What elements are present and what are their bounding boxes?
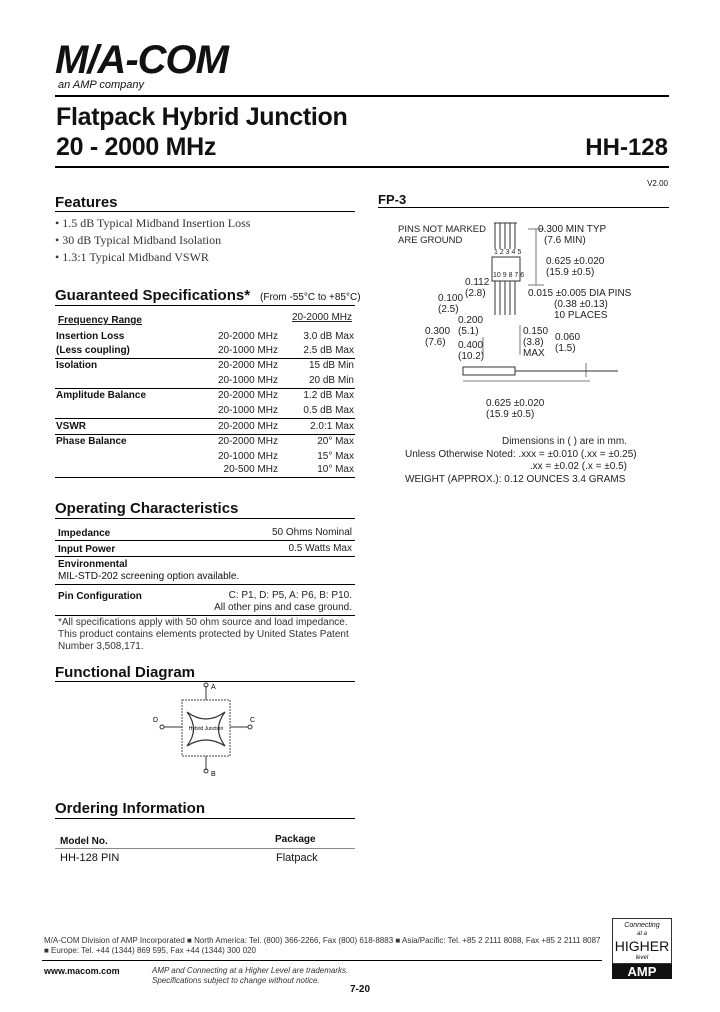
dim-0100: 0.100 (2.5) — [438, 293, 464, 315]
title-line-2: 20 - 2000 MHz — [56, 133, 217, 161]
specs-table — [55, 330, 355, 478]
pins-note: PINS NOT MARKED ARE GROUND — [398, 224, 486, 246]
model-value: HH-128 PIN — [60, 852, 120, 864]
dim-0200: 0.200 (5.1) — [458, 315, 484, 337]
model-col-header: Model No. — [60, 836, 108, 847]
ordering-heading: Ordering Information — [55, 800, 205, 817]
header-rule — [55, 95, 669, 97]
table-row: (Less coupling) 20-1000 MHz 2.5 dB Max — [55, 343, 355, 358]
environmental-label: Environmental — [58, 559, 128, 570]
dim-0112: 0.112 (2.8) — [465, 277, 490, 299]
port-c-label: C — [250, 717, 256, 724]
row-rule — [55, 584, 355, 585]
fp3-rule — [378, 207, 669, 208]
pin-config-label: Pin Configuration — [58, 591, 142, 602]
tagline: an AMP company — [58, 79, 145, 91]
specs-rule — [55, 305, 355, 306]
port-d-label: D — [153, 717, 159, 724]
freq-range-value: 20-2000 MHz — [291, 312, 352, 323]
dim-0150: 0.150 (3.8) MAX — [523, 326, 549, 359]
part-number: HH-128 — [585, 134, 668, 161]
port-b-label: B — [211, 771, 216, 778]
table-row: Phase Balance 20-2000 MHz 20° Max — [56, 436, 354, 448]
bottom-pins — [495, 281, 515, 315]
version: V2.00 — [647, 179, 668, 188]
table-row: 20-1000 MHz 20 dB Min — [55, 373, 355, 388]
table-row: 20-1000 MHz 0.5 dB Max — [55, 403, 355, 418]
features-rule — [55, 211, 355, 212]
connecting-badge: Connecting at a HIGHER level — [612, 918, 672, 964]
pin-numbers-top: 1 2 3 4 5 — [494, 249, 522, 256]
page-number: 7-20 — [350, 984, 371, 995]
specs-heading: Guaranteed Specifications* — [55, 287, 251, 304]
functional-heading: Functional Diagram — [55, 664, 196, 681]
ordering-header-rule — [55, 848, 355, 849]
ordering-rule — [55, 818, 355, 819]
operating-rule — [55, 518, 355, 519]
impedance-value: 50 Ohms Nominal — [271, 527, 352, 538]
row-rule — [55, 540, 355, 541]
footer-rule — [42, 960, 602, 961]
dim-body-width: 0.625 ±0.020 (15.9 ±0.5) — [546, 256, 605, 278]
title-rule — [55, 166, 669, 168]
impedance-label: Impedance — [58, 528, 111, 539]
row-rule — [55, 556, 355, 557]
disclaimer: Specifications subject to change without notice. — [152, 976, 320, 985]
website-link[interactable]: www.macom.com — [44, 966, 120, 976]
dimension-notes: Dimensions in ( ) are in mm. Unless Otherwise Noted: .xxx = ±0.010 (.xx = ±0.25) .xx = ±0.02 (.x = ±0.5) WEIGHT (APPROX.): 0.12 OUNCES 3.4 GRAMS — [405, 436, 637, 485]
features-heading: Features — [55, 194, 118, 211]
amp-logo: AMP — [612, 964, 672, 979]
pin-config-value: C: P1, D: P5, A: P6, B: P10. — [228, 590, 352, 601]
dim-0060: 0.060 (1.5) — [555, 332, 581, 354]
trademark-note: AMP and Connecting at a Higher Level are trademarks. — [152, 966, 349, 975]
feature-item: • 1.5 dB Typical Midband Insertion Loss — [55, 216, 251, 230]
table-row: 20-1000 MHz 15° Max — [217, 450, 354, 462]
features-list — [55, 215, 250, 266]
package-value: Flatpack — [276, 852, 318, 864]
dim-body-length: 0.625 ±0.020 (15.9 ±0.5) — [486, 398, 545, 420]
operating-heading: Operating Characteristics — [55, 500, 239, 517]
dim-0300: 0.300 (7.6) — [425, 326, 451, 348]
input-power-label: Input Power — [58, 544, 116, 555]
side-view — [463, 367, 515, 375]
functional-diagram — [150, 680, 260, 780]
temp-range: (From -55°C to +85°C) — [260, 292, 361, 303]
dim-pin-dia: 0.015 ±0.005 DIA PINS (0.38 ±0.13) 10 PLACES — [528, 288, 632, 321]
feature-item: • 30 dB Typical Midband Isolation — [55, 233, 222, 247]
top-pins — [494, 223, 517, 249]
package-col-header: Package — [275, 834, 316, 845]
footer-contacts: M/A-COM Division of AMP Incorporated ■ North America: Tel. (800) 366-2266, Fax (800) 618-8883 ■ Asia/Pacific: Tel. +85 2 2111 8088, Fax +85 2 2111 8087 — [44, 936, 601, 945]
dim-0400: 0.400 (10.2) — [458, 340, 485, 362]
feature-item: • 1.3:1 Typical Midband VSWR — [55, 250, 209, 264]
spec-notes: *All specifications apply with 50 ohm source and load impedance. This product contains elements protected by United States Patent Number 3,508,171. — [58, 617, 349, 652]
footer-europe: ■ Europe: Tel. +44 (1344) 869 595, Fax +44 (1344) 300 020 — [44, 946, 256, 955]
title-line-1: Flatpack Hybrid Junction — [56, 103, 348, 131]
input-power-value: 0.5 Watts Max — [288, 543, 352, 554]
table-row: VSWR 20-2000 MHz 2.0:1 Max — [55, 418, 355, 434]
dim-pin-length: 0.300 MIN TYP (7.6 MIN) — [538, 224, 607, 246]
freq-range-label: Frequency Range — [58, 315, 142, 326]
port-a-label: A — [211, 684, 216, 691]
row-rule — [55, 615, 355, 616]
pin-numbers-bottom: 10 9 8 7 6 — [493, 272, 525, 279]
environmental-value: MIL-STD-202 screening option available. — [58, 571, 240, 582]
table-row: 20-500 MHz 10° Max — [55, 463, 355, 477]
table-row: Amplitude Balance 20-2000 MHz 1.2 dB Max — [56, 390, 354, 402]
page-title — [56, 102, 347, 162]
macom-logo: M/A-COM — [55, 38, 228, 82]
table-row: Isolation 20-2000 MHz 15 dB Min — [56, 360, 354, 372]
table-row: Insertion Loss 20-2000 MHz 3.0 dB Max — [56, 331, 354, 342]
pin-config-value-2: All other pins and case ground. — [214, 602, 352, 613]
hybrid-label: Hybrid Junction — [188, 726, 224, 732]
fp3-heading: FP-3 — [378, 192, 407, 207]
